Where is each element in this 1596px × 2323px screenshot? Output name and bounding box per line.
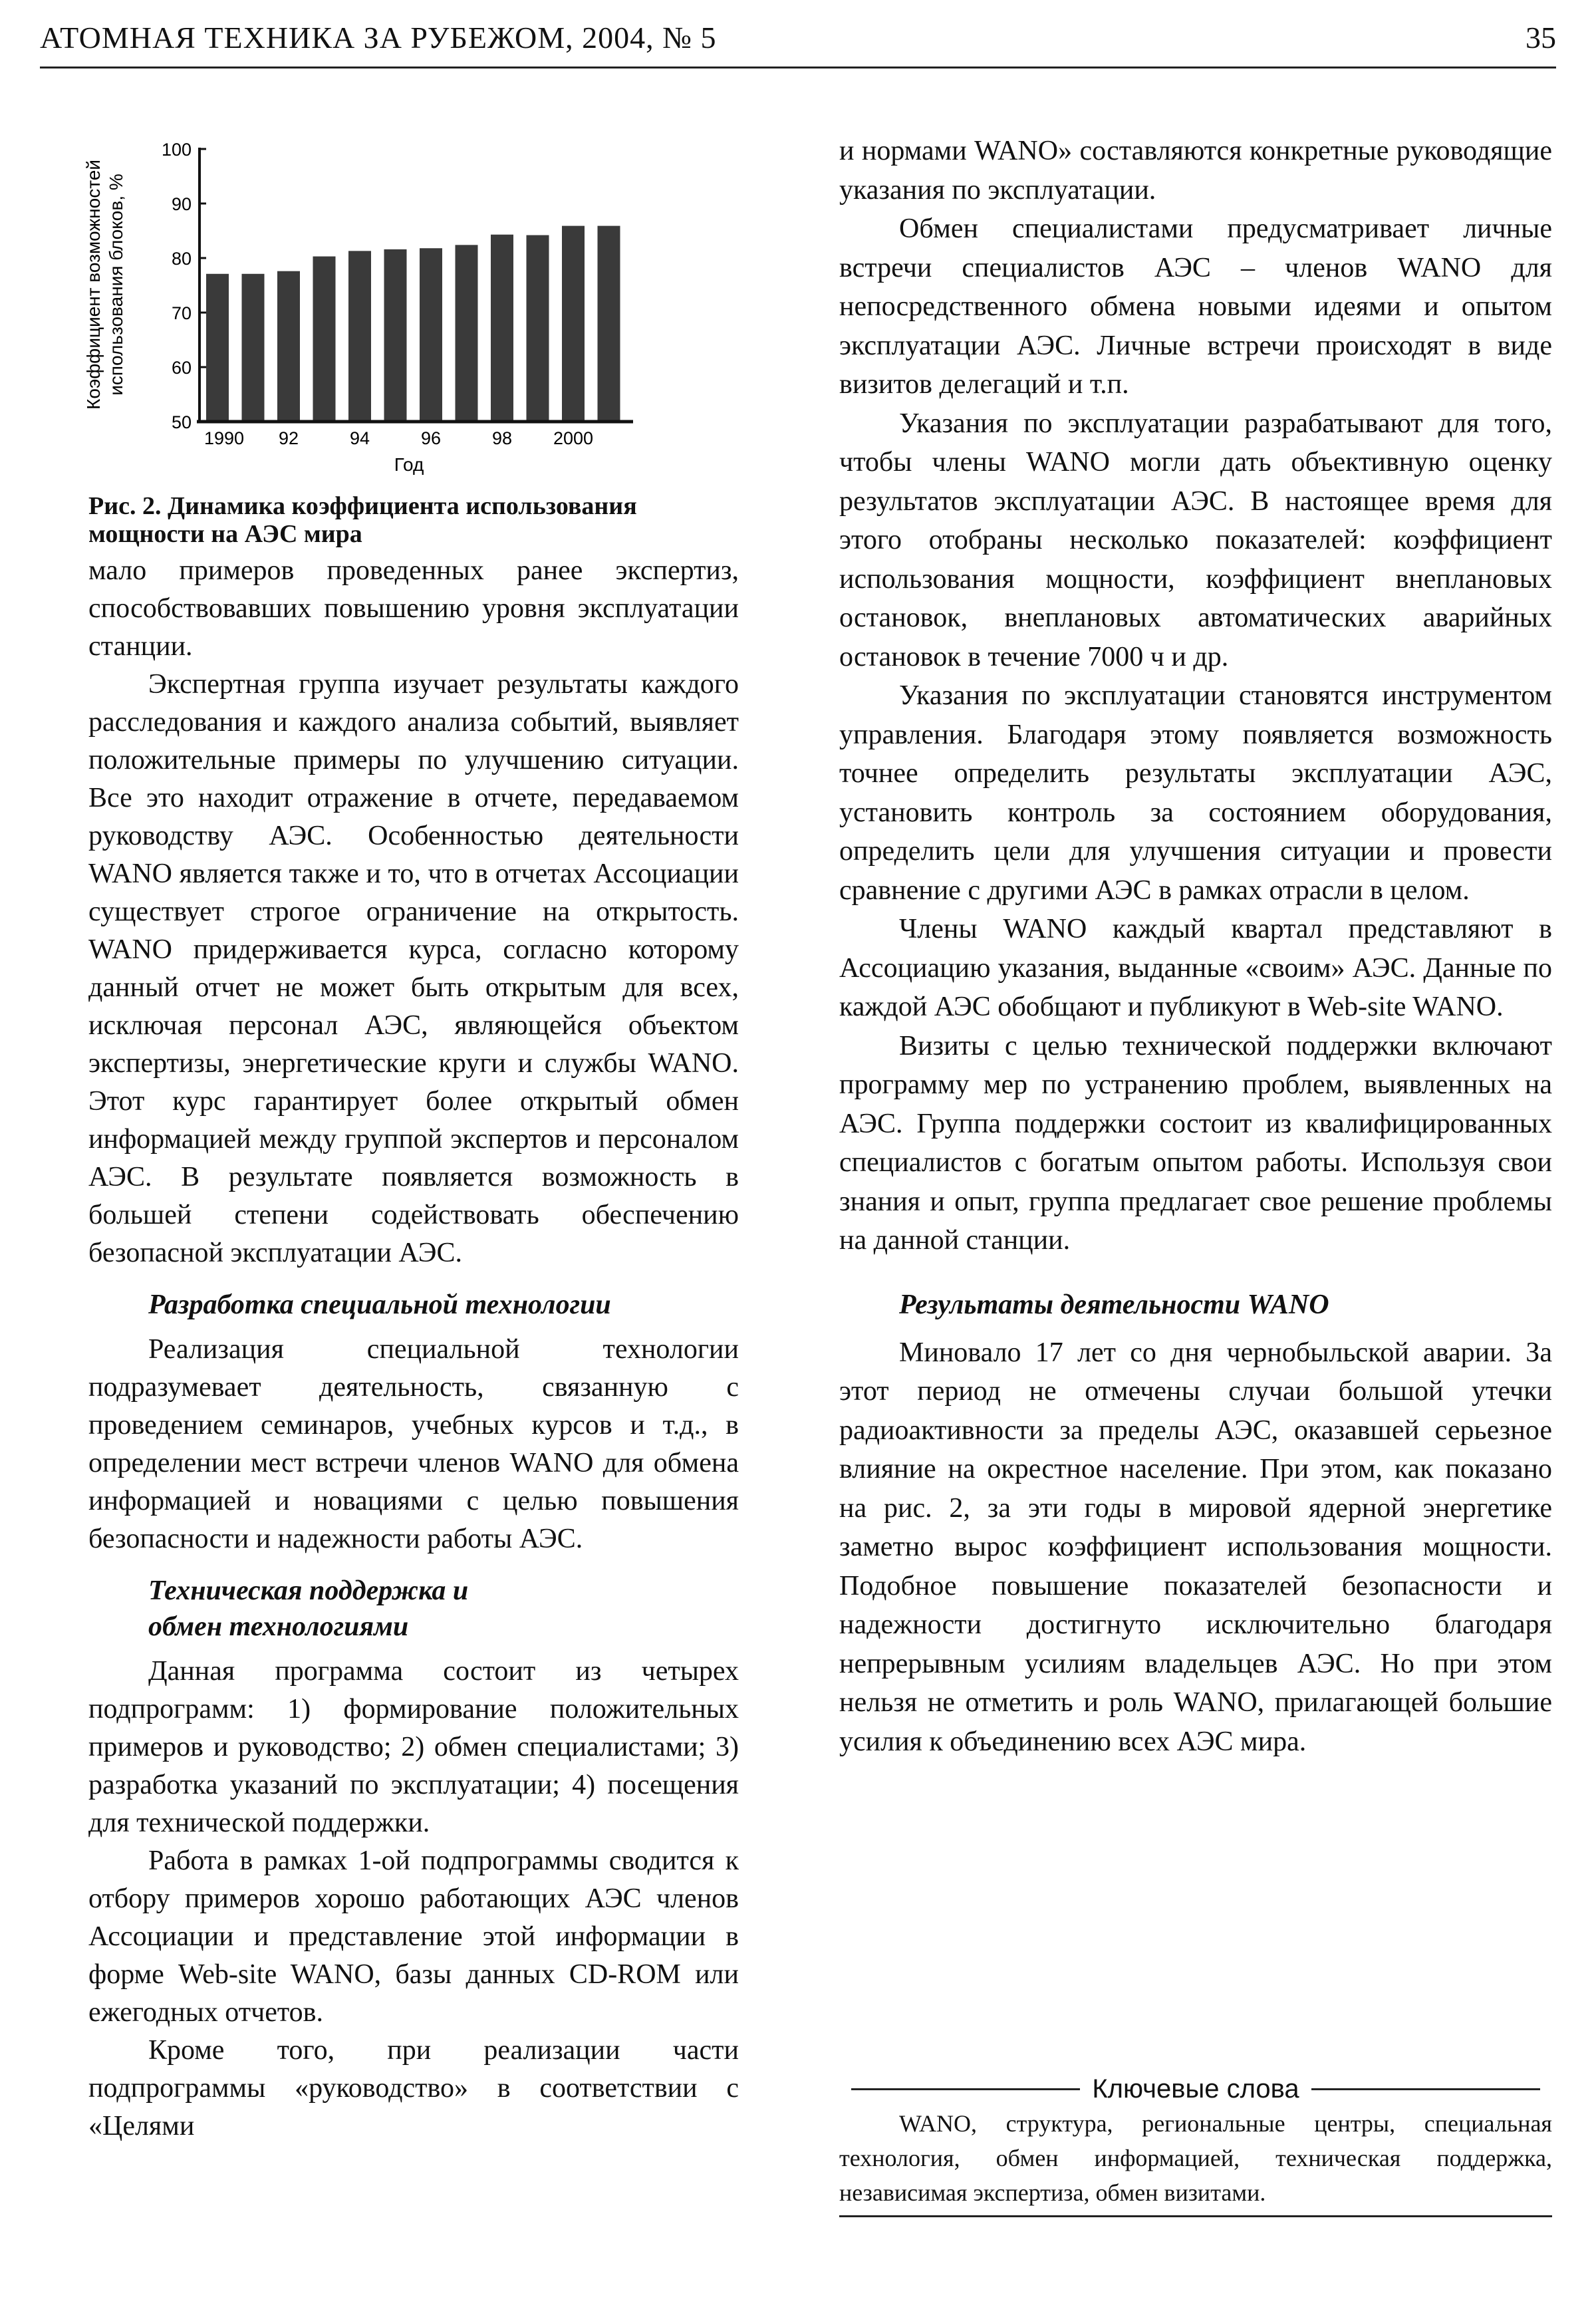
y-tick-label: 90 (171, 194, 192, 214)
x-tick-label: 96 (420, 428, 442, 448)
bar-1990 (206, 274, 229, 422)
right-column (839, 132, 1552, 1761)
y-tick-label: 70 (171, 303, 192, 323)
y-tick-label: 100 (161, 140, 192, 160)
paragraph: Кроме того, при реализации части подпрограммы «руководство» в соответствии с «Целями (88, 2035, 739, 2141)
bar-1999 (527, 235, 549, 422)
paragraph: Визиты с целью технической поддержки включают программу мер по устранению проблем, выявленных на АЭС. Группа поддержки состоит из квалифицированных специалистов с богатым опытом работы. Используя свои знания и опыт, группа предлагает свое решение проблемы на данной станции. (839, 1030, 1552, 1256)
paragraph: Указания по эксплуатации разрабатывают для того, чтобы члены WANO могли дать объективную оценку результатов эксплуатации АЭС. В настоящее время для этого отобраны несколько показателей: коэффициент использования мощности, коэффициент внеплановых остановок, внеплановых автоматических аварийных остановок в течение 7000 ч и др. (839, 408, 1552, 672)
x-tick-label: 2000 (553, 428, 594, 448)
section-heading: Результаты деятельности WANO (899, 1289, 1329, 1320)
x-tick-label: 1990 (203, 428, 245, 448)
y-axis-label-line2: использования блоков, % (106, 174, 126, 396)
bar-1994 (348, 251, 371, 422)
y-axis-label-line1: Коэффициент возможностей (83, 160, 104, 410)
paragraph: Работа в рамках 1-ой подпрограммы сводится к отбору примеров хорошо работающих АЭС членов Ассоциации и представление этой информации в форме Web-site WANO, базы данных CD-ROM или ежегодных отчетов. (88, 1845, 739, 2028)
divider (851, 2088, 1080, 2090)
x-tick-label: 92 (278, 428, 299, 448)
divider (1311, 2088, 1540, 2090)
figure-caption: Рис. 2. Динамика коэффициента использования мощности на АЭС мира (88, 492, 637, 548)
bar-2000 (562, 226, 585, 422)
paragraph: и нормами WANO» составляются конкретные руководящие указания по эксплуатации. (839, 136, 1552, 205)
paragraph: Данная программа состоит из четырех подпрограмм: 1) формирование положительных примеров и руководство; 2) обмен специалистами; 3) разработка указаний по эксплуатации; 4) посещения для технической поддержки. (88, 1656, 739, 1838)
keywords-text: WANO, структура, региональные центры, специальная технология, обмен информацией, техническая поддержка, независимая экспертиза, обмен визитами. (839, 2110, 1552, 2206)
y-tick-label: 60 (171, 358, 192, 378)
divider (839, 2215, 1552, 2217)
bar-1992 (277, 271, 300, 422)
keywords-title-row (839, 2072, 1552, 2106)
bar-1995 (384, 249, 407, 422)
paragraph: Члены WANO каждый квартал представляют в Ассоциацию указания, выданные «своим» АЭС. Данные по каждой АЭС обобщают и публикуют в Web-site WANO. (839, 914, 1552, 1022)
heading-line: Техническая поддержка и (148, 1575, 469, 1606)
paragraph: Реализация специальной технологии подразумевает деятельность, связанную с проведением семинаров, учебных курсов и т.д., в определении мест встречи членов WANO для обмена информацией и новациями с целью повышения безопасности и надежности работы АЭС. (88, 1334, 739, 1554)
journal-title: АТОМНАЯ ТЕХНИКА ЗА РУБЕЖОМ, 2004, № 5 (40, 21, 717, 55)
x-tick-label: 98 (491, 428, 513, 448)
bar-1998 (491, 235, 513, 422)
paragraph: Обмен специалистами предусматривает личные встречи специалистов АЭС – членов WANO для непосредственного обмена новыми идеями и опытом эксплуатации АЭС. Личные встречи происходят в виде визитов делегаций и т.п. (839, 213, 1552, 400)
paragraph: Указания по эксплуатации становятся инструментом управления. Благодаря этому появляется возможность точнее определить результаты эксплуатации АЭС, установить контроль за состоянием оборудования, определить цели для улучшения ситуации и провести сравнение с другими АЭС в рамках отрасли в целом. (839, 680, 1552, 906)
bar-2001 (598, 226, 620, 422)
x-axis-label: Год (394, 454, 424, 475)
page-number: 35 (1526, 21, 1556, 55)
bar-1996 (420, 248, 442, 422)
bar-chart (0, 0, 745, 485)
y-tick-label: 80 (171, 249, 192, 269)
keywords-title: Ключевые слова (1092, 2074, 1299, 2104)
section-heading (88, 1573, 739, 1645)
bar-1997 (456, 245, 478, 422)
bar-1991 (242, 274, 265, 422)
bar-1993 (313, 257, 336, 422)
paragraph: Экспертная группа изучает результаты каждого расследования и каждого анализа событий, выявляет положительные примеры по улучшению ситуации. Все это находит отражение в отчете, передаваемом руководству АЭС. Особенностью деятельности WANO является также и то, что в отчетах Ассоциации существует строгое ограничение на открытость. WANO придерживается курса, согласно которому данный отчет не может быть открытым для всех, исключая персонал АЭС, являющейся объектом экспертизы, энергетические круги и службы WANO. Этот курс гарантирует более открытый обмен информацией между группой экспертов и персоналом АЭС. В результате появляется возможность в большей степени содействовать обеспечению безопасной эксплуатации АЭС. (88, 669, 739, 1268)
heading-line: обмен технологиями (148, 1611, 409, 1642)
paragraph: мало примеров проведенных ранее экспертиз, способствовавших повышению уровня эксплуатации станции. (88, 555, 739, 662)
paragraph: Миновало 17 лет со дня чернобыльской аварии. За этот период не отмечены случаи большой утечки радиоактивности за пределы АЭС, оказавшей серьезное влияние на окрестное население. При этом, как показано на рис. 2, за эти годы в мировой ядерной энергетике заметно вырос коэффициент использования мощности. Подобное повышение показателей безопасности и надежности достигнуто исключительно благодаря непрерывным усилиям владельцев АЭС. Но при этом нельзя не отметить и роль WANO, прилагающей большие усилия к объединению всех АЭС мира. (839, 1337, 1552, 1757)
x-tick-label: 94 (349, 428, 370, 448)
y-tick-label: 50 (171, 412, 192, 432)
keywords-box (839, 2072, 1552, 2217)
section-heading: Разработка специальной технологии (148, 1290, 611, 1320)
left-column (88, 552, 739, 2145)
